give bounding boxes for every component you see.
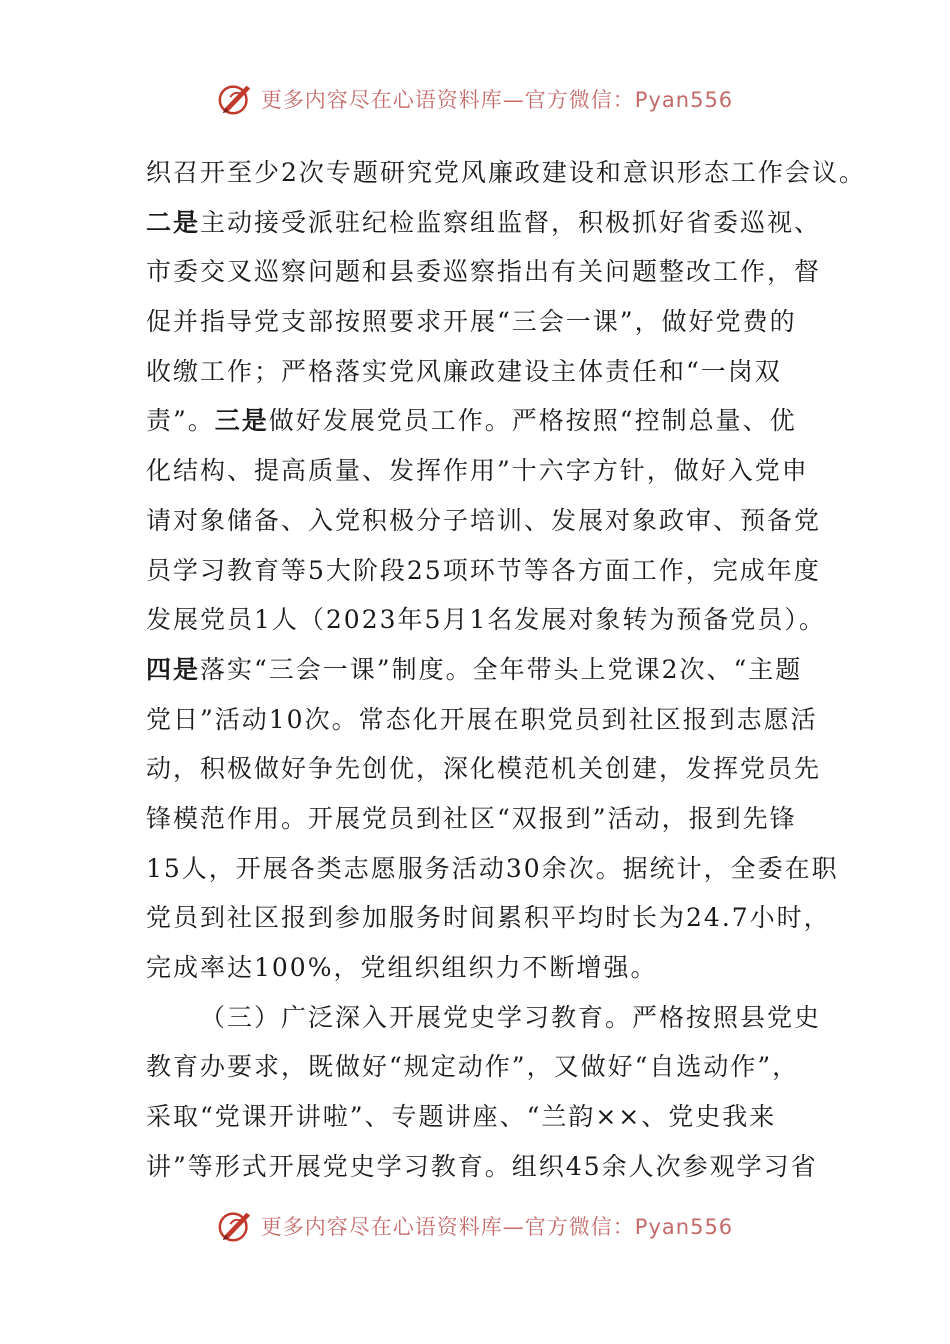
text-line — [146, 1042, 816, 1092]
bold-lead-text: 二是 — [146, 207, 201, 237]
text-run: 发展党员1人（2023年5月1名发展对象转为预备党员）。 — [146, 605, 826, 635]
text-run: 采取“党课开讲啦”、专题讲座、“兰韵××、党史我来 — [146, 1102, 777, 1132]
text-run: 化结构、提高质量、发挥作用”十六字方针，做好入党申 — [146, 456, 809, 486]
text-run: 收缴工作；严格落实党风廉政建设主体责任和“一岗双 — [146, 356, 782, 386]
text-run: 讲”等形式开展党史学习教育。组织45余人次参观学习省 — [146, 1151, 818, 1181]
text-run: 党日”活动10次。常态化开展在职党员到社区报到志愿活 — [146, 704, 818, 734]
text-run: 请对象储备、入党积极分子培训、发展对象政审、预备党 — [146, 505, 822, 535]
watermark-text: 更多内容尽在心语资料库—官方微信：Pyan556 — [260, 1215, 734, 1239]
pen-logo-icon — [217, 1207, 255, 1245]
text-line — [146, 1092, 816, 1142]
text-line — [146, 496, 822, 546]
text-line — [146, 993, 822, 1043]
bold-lead-text: 三是 — [214, 406, 269, 436]
text-run: 教育办要求，既做好“规定动作”，又做好“自选动作”， — [146, 1052, 800, 1082]
text-run: 促并指导党支部按照要求开展“三会一课”，做好党费的 — [146, 307, 797, 337]
text-line — [146, 943, 816, 993]
watermark-footer — [0, 1207, 950, 1245]
text-line — [146, 794, 816, 844]
text-line — [146, 347, 816, 397]
text-run: 15人，开展各类志愿服务活动30余次。据统计，全委在职 — [146, 853, 839, 883]
text-run: 动，积极做好争先创优，深化模范机关创建，发挥党员先 — [146, 754, 822, 784]
watermark-text: 更多内容尽在心语资料库—官方微信：Pyan556 — [260, 88, 734, 112]
text-line — [146, 297, 816, 347]
text-line — [146, 148, 866, 198]
text-line — [146, 198, 822, 248]
text-line — [146, 396, 816, 446]
text-line — [146, 1142, 816, 1192]
text-line — [146, 645, 816, 695]
text-run: 锋模范作用。开展党员到社区“双报到”活动，报到先锋 — [146, 803, 797, 833]
text-run: （三）广泛深入开展党史学习教育。严格按照县党史 — [200, 1002, 822, 1032]
text-run: 做好发展党员工作。严格按照“控制总量、优 — [268, 406, 797, 436]
text-line — [146, 446, 816, 496]
text-line — [146, 844, 839, 894]
text-line — [146, 744, 822, 794]
text-line — [146, 893, 831, 943]
pen-logo-icon — [217, 80, 255, 118]
text-line — [146, 247, 822, 297]
text-run: 落实“三会一课”制度。全年带头上党课2次、“主题 — [200, 654, 803, 684]
text-run: 主动接受派驻纪检监察组监督，积极抓好省委巡视、 — [200, 207, 822, 237]
text-line — [146, 695, 816, 745]
text-run: 织召开至少2次专题研究党风廉政建设和意识形态工作会议。 — [146, 158, 866, 187]
watermark-header — [0, 80, 950, 118]
text-run: 党员到社区报到参加服务时间累积平均时长为24.7小时， — [146, 903, 831, 933]
text-line — [146, 546, 821, 596]
text-run: 完成率达100%，党组织组织力不断增强。 — [146, 953, 658, 982]
document-body — [146, 148, 866, 1191]
bold-lead-text: 四是 — [146, 654, 201, 684]
text-run: 责”。 — [146, 406, 215, 436]
text-run: 市委交叉巡察问题和县委巡察指出有关问题整改工作，督 — [146, 257, 822, 287]
text-run: 员学习教育等5大阶段25项环节等各方面工作，完成年度 — [146, 555, 821, 585]
text-line — [146, 595, 826, 645]
